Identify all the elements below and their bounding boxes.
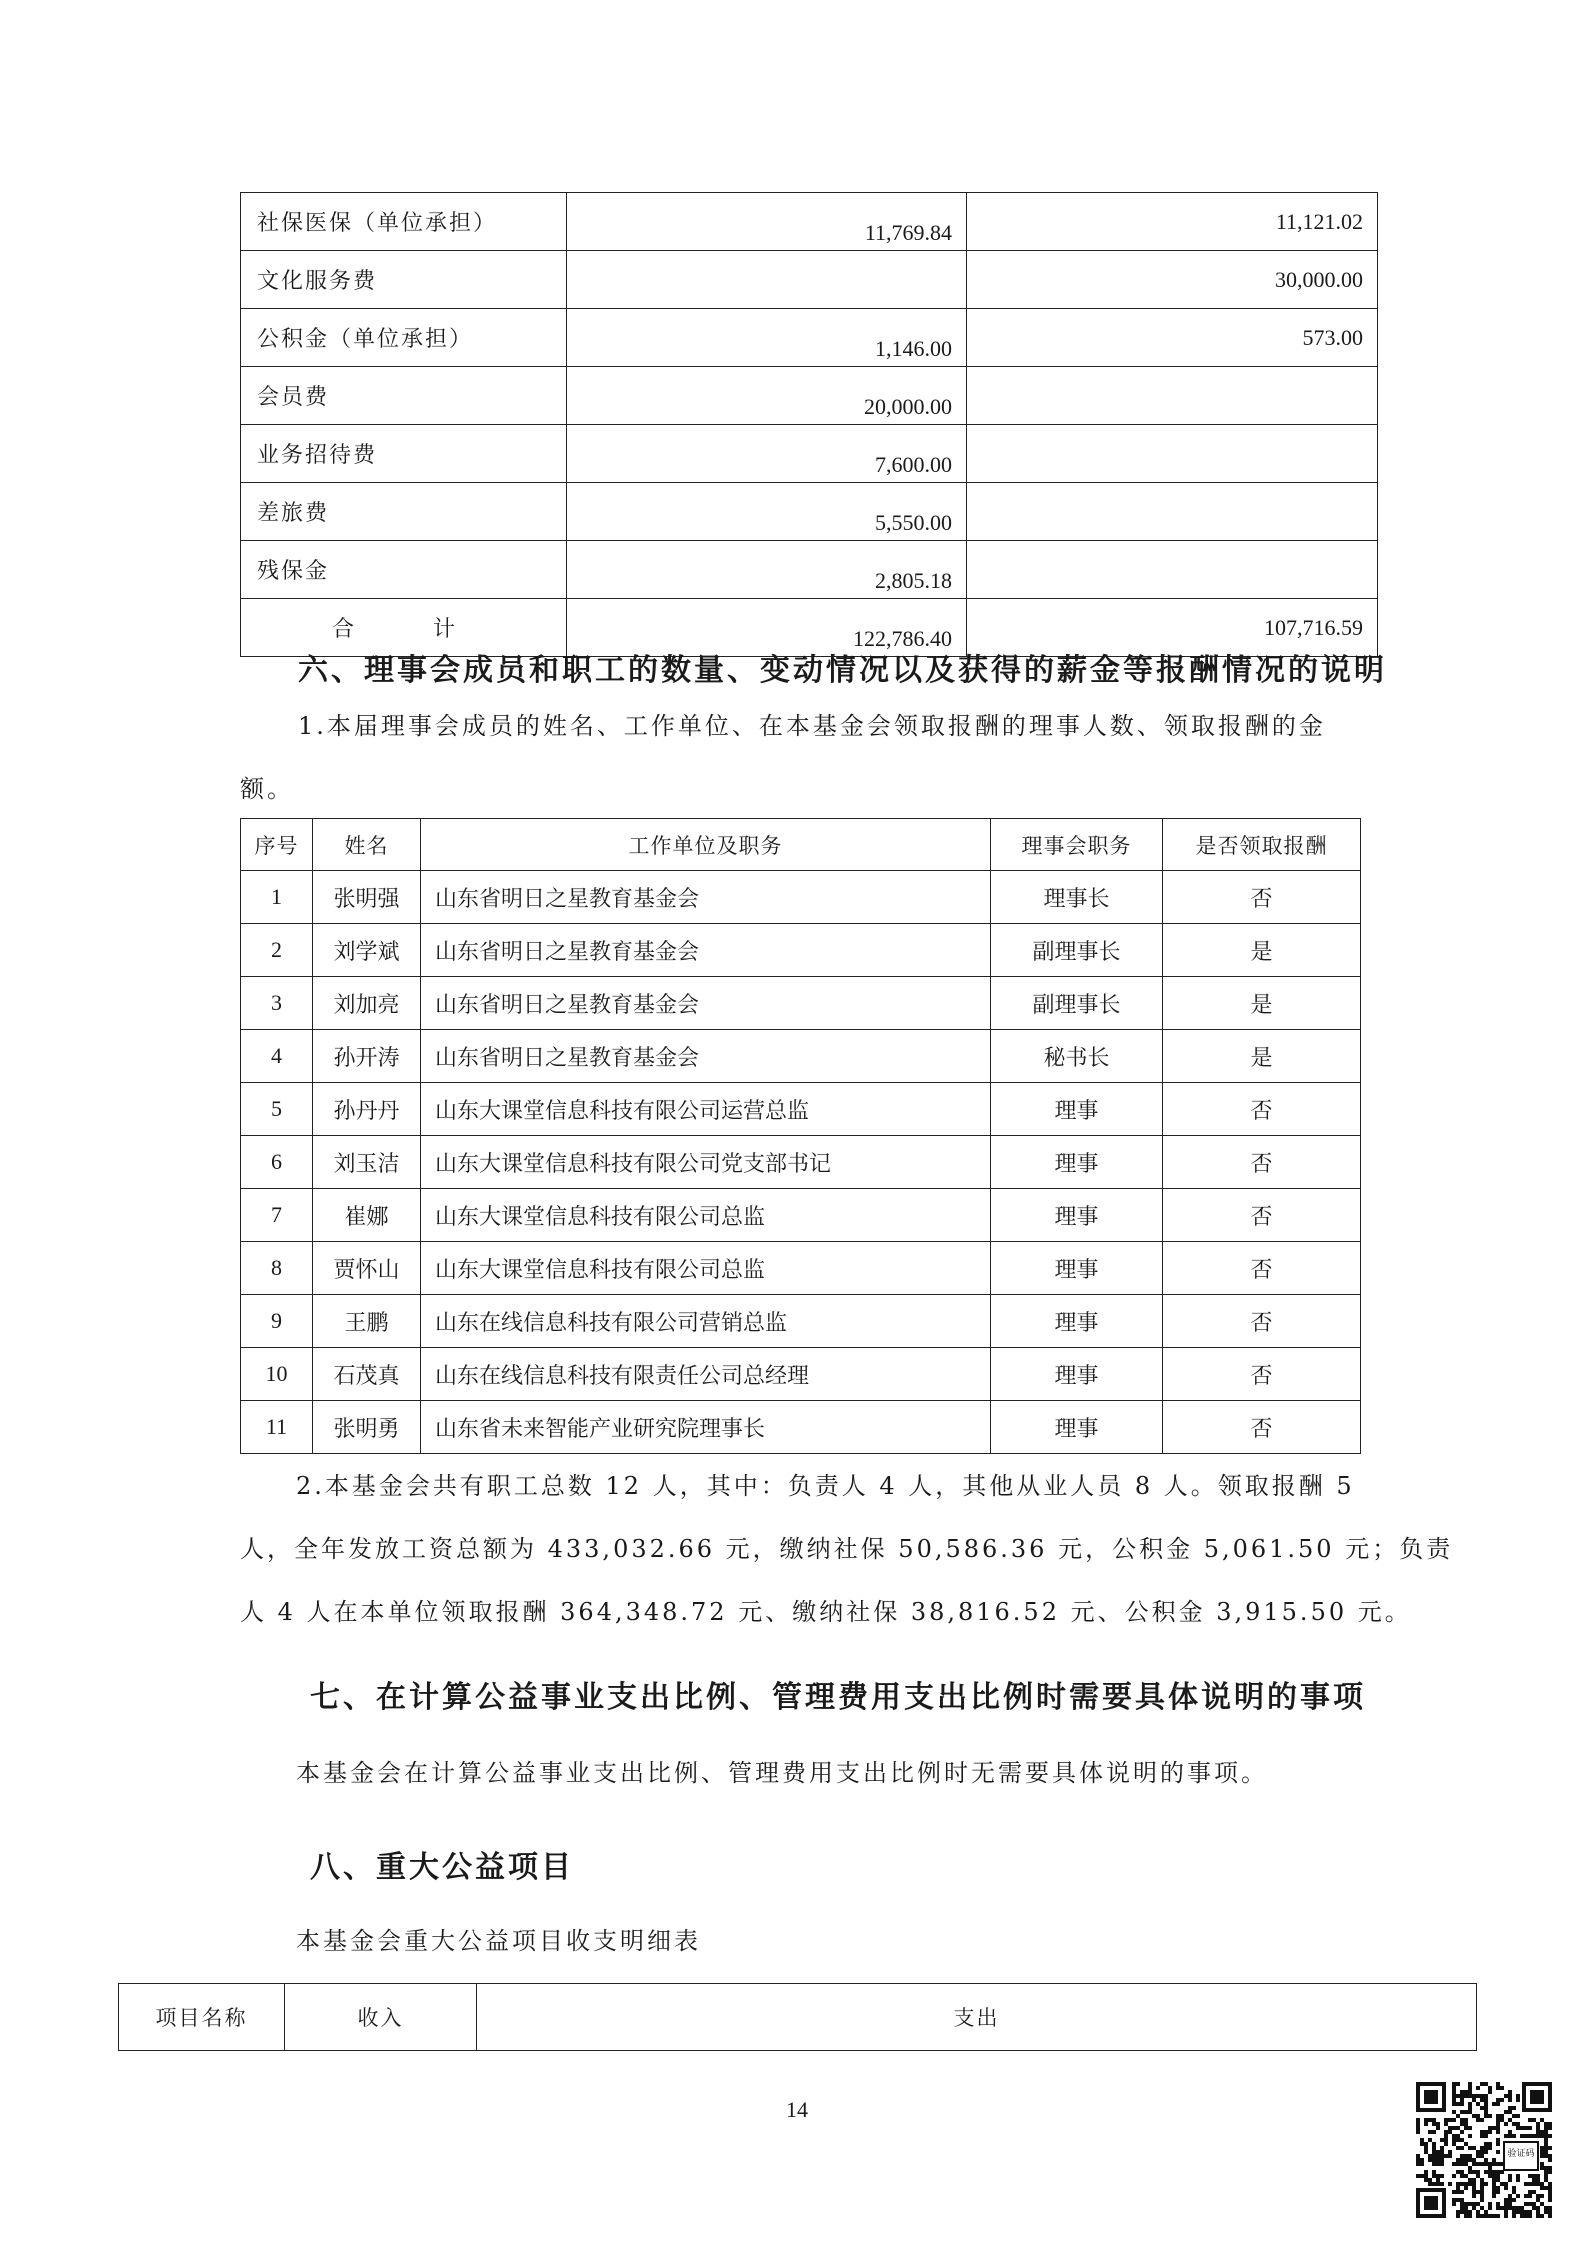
current-amount: 11,769.84 (567, 193, 967, 251)
member-name: 刘加亮 (313, 977, 421, 1030)
member-org: 山东省明日之星教育基金会 (421, 871, 991, 924)
row-label: 业务招待费 (241, 425, 567, 483)
header-expense: 支出 (477, 1984, 1477, 2051)
member-role: 理事 (991, 1242, 1163, 1295)
table-row (241, 1136, 1361, 1189)
member-no: 11 (241, 1401, 313, 1454)
section6-item2-line1: 2.本基金会共有职工总数 12 人，其中：负责人 4 人，其他从业人员 8 人。领取报酬 5 (296, 1472, 1355, 1500)
member-paid: 否 (1163, 1189, 1361, 1242)
member-name: 王鹏 (313, 1295, 421, 1348)
member-org: 山东大课堂信息科技有限公司党支部书记 (421, 1136, 991, 1189)
section6-item1-line1: 1.本届理事会成员的姓名、工作单位、在本基金会领取报酬的理事人数、领取报酬的金 (298, 712, 1326, 740)
table-row (241, 1030, 1361, 1083)
qr-caption: 验证码 (1507, 2149, 1535, 2159)
row-label: 文化服务费 (241, 251, 567, 309)
table-row (241, 541, 1378, 599)
member-role: 理事 (991, 1348, 1163, 1401)
previous-amount (967, 367, 1378, 425)
member-paid: 是 (1163, 977, 1361, 1030)
member-name: 刘玉洁 (313, 1136, 421, 1189)
table-header-row (119, 1984, 1477, 2051)
member-no: 2 (241, 924, 313, 977)
row-label: 差旅费 (241, 483, 567, 541)
current-amount (567, 251, 967, 309)
current-amount: 7,600.00 (567, 425, 967, 483)
member-no: 9 (241, 1295, 313, 1348)
member-no: 4 (241, 1030, 313, 1083)
current-amount: 2,805.18 (567, 541, 967, 599)
table-row (241, 1189, 1361, 1242)
member-org: 山东在线信息科技有限责任公司总经理 (421, 1348, 991, 1401)
member-name: 崔娜 (313, 1189, 421, 1242)
member-name: 张明勇 (313, 1401, 421, 1454)
member-no: 7 (241, 1189, 313, 1242)
previous-amount: 573.00 (967, 309, 1378, 367)
row-label: 社保医保（单位承担） (241, 193, 567, 251)
project-table (118, 1983, 1477, 2051)
member-name: 刘学斌 (313, 924, 421, 977)
member-role: 秘书长 (991, 1030, 1163, 1083)
table-row (241, 924, 1361, 977)
previous-amount: 11,121.02 (967, 193, 1378, 251)
member-org: 山东省未来智能产业研究院理事长 (421, 1401, 991, 1454)
qr-code-icon (1414, 2080, 1554, 2220)
table-row (241, 871, 1361, 924)
header-paid: 是否领取报酬 (1163, 819, 1361, 871)
member-role: 理事 (991, 1136, 1163, 1189)
previous-amount (967, 425, 1378, 483)
section6-item1-line2: 额。 (240, 775, 294, 803)
previous-amount (967, 483, 1378, 541)
header-role: 理事会职务 (991, 819, 1163, 871)
table-row (241, 1348, 1361, 1401)
member-paid: 否 (1163, 1348, 1361, 1401)
member-no: 8 (241, 1242, 313, 1295)
header-project-name: 项目名称 (119, 1984, 285, 2051)
member-org: 山东省明日之星教育基金会 (421, 977, 991, 1030)
table-row (241, 367, 1378, 425)
previous-amount: 30,000.00 (967, 251, 1378, 309)
member-name: 孙丹丹 (313, 1083, 421, 1136)
header-no: 序号 (241, 819, 313, 871)
table-row (241, 977, 1361, 1030)
table-row (241, 1295, 1361, 1348)
member-name: 孙开涛 (313, 1030, 421, 1083)
row-label: 公积金（单位承担） (241, 309, 567, 367)
section7-heading: 七、在计算公益事业支出比例、管理费用支出比例时需要具体说明的事项 (310, 1680, 1366, 1715)
section6-heading: 六、理事会成员和职工的数量、变动情况以及获得的薪金等报酬情况的说明 (298, 653, 1387, 688)
table-row (241, 251, 1378, 309)
member-org: 山东大课堂信息科技有限公司运营总监 (421, 1083, 991, 1136)
member-org: 山东大课堂信息科技有限公司总监 (421, 1189, 991, 1242)
member-paid: 否 (1163, 1242, 1361, 1295)
current-amount: 1,146.00 (567, 309, 967, 367)
table-header-row (241, 819, 1361, 871)
section6-item2-line2: 人，全年发放工资总额为 433,032.66 元，缴纳社保 50,586.36 元，公积金 5,061.50 元；负责 (240, 1535, 1454, 1563)
board-members-table (240, 818, 1361, 1454)
total-label: 合 计 (241, 599, 567, 657)
member-no: 3 (241, 977, 313, 1030)
member-paid: 否 (1163, 1295, 1361, 1348)
table-row (241, 1401, 1361, 1454)
member-role: 副理事长 (991, 977, 1163, 1030)
total-previous: 107,716.59 (967, 599, 1378, 657)
member-paid: 是 (1163, 1030, 1361, 1083)
current-amount: 20,000.00 (567, 367, 967, 425)
member-org: 山东大课堂信息科技有限公司总监 (421, 1242, 991, 1295)
header-org: 工作单位及职务 (421, 819, 991, 871)
table-row (241, 425, 1378, 483)
member-paid: 否 (1163, 1401, 1361, 1454)
member-role: 理事长 (991, 871, 1163, 924)
member-name: 石茂真 (313, 1348, 421, 1401)
table-row (241, 309, 1378, 367)
member-paid: 否 (1163, 1083, 1361, 1136)
member-no: 6 (241, 1136, 313, 1189)
row-label: 残保金 (241, 541, 567, 599)
section6-item2-line3: 人 4 人在本单位领取报酬 364,348.72 元、缴纳社保 38,816.52 元、公积金 3,915.50 元。 (240, 1598, 1412, 1626)
member-org: 山东省明日之星教育基金会 (421, 1030, 991, 1083)
member-paid: 否 (1163, 871, 1361, 924)
previous-amount (967, 541, 1378, 599)
member-no: 10 (241, 1348, 313, 1401)
header-name: 姓名 (313, 819, 421, 871)
page-number: 14 (786, 2097, 808, 2122)
section8-caption: 本基金会重大公益项目收支明细表 (296, 1927, 701, 1955)
member-paid: 否 (1163, 1136, 1361, 1189)
member-paid: 是 (1163, 924, 1361, 977)
member-no: 5 (241, 1083, 313, 1136)
table-row (241, 483, 1378, 541)
member-org: 山东在线信息科技有限公司营销总监 (421, 1295, 991, 1348)
table-row (241, 1242, 1361, 1295)
member-role: 理事 (991, 1189, 1163, 1242)
member-role: 理事 (991, 1083, 1163, 1136)
member-role: 理事 (991, 1401, 1163, 1454)
member-no: 1 (241, 871, 313, 924)
table-row (241, 1083, 1361, 1136)
member-role: 理事 (991, 1295, 1163, 1348)
current-amount: 5,550.00 (567, 483, 967, 541)
section8-heading: 八、重大公益项目 (310, 1850, 574, 1885)
row-label: 会员费 (241, 367, 567, 425)
expense-table (240, 192, 1378, 657)
member-org: 山东省明日之星教育基金会 (421, 924, 991, 977)
header-income: 收入 (285, 1984, 477, 2051)
section7-text: 本基金会在计算公益事业支出比例、管理费用支出比例时无需要具体说明的事项。 (296, 1759, 1268, 1787)
table-row (241, 193, 1378, 251)
total-current: 122,786.40 (567, 599, 967, 657)
member-name: 贾怀山 (313, 1242, 421, 1295)
member-role: 副理事长 (991, 924, 1163, 977)
member-name: 张明强 (313, 871, 421, 924)
